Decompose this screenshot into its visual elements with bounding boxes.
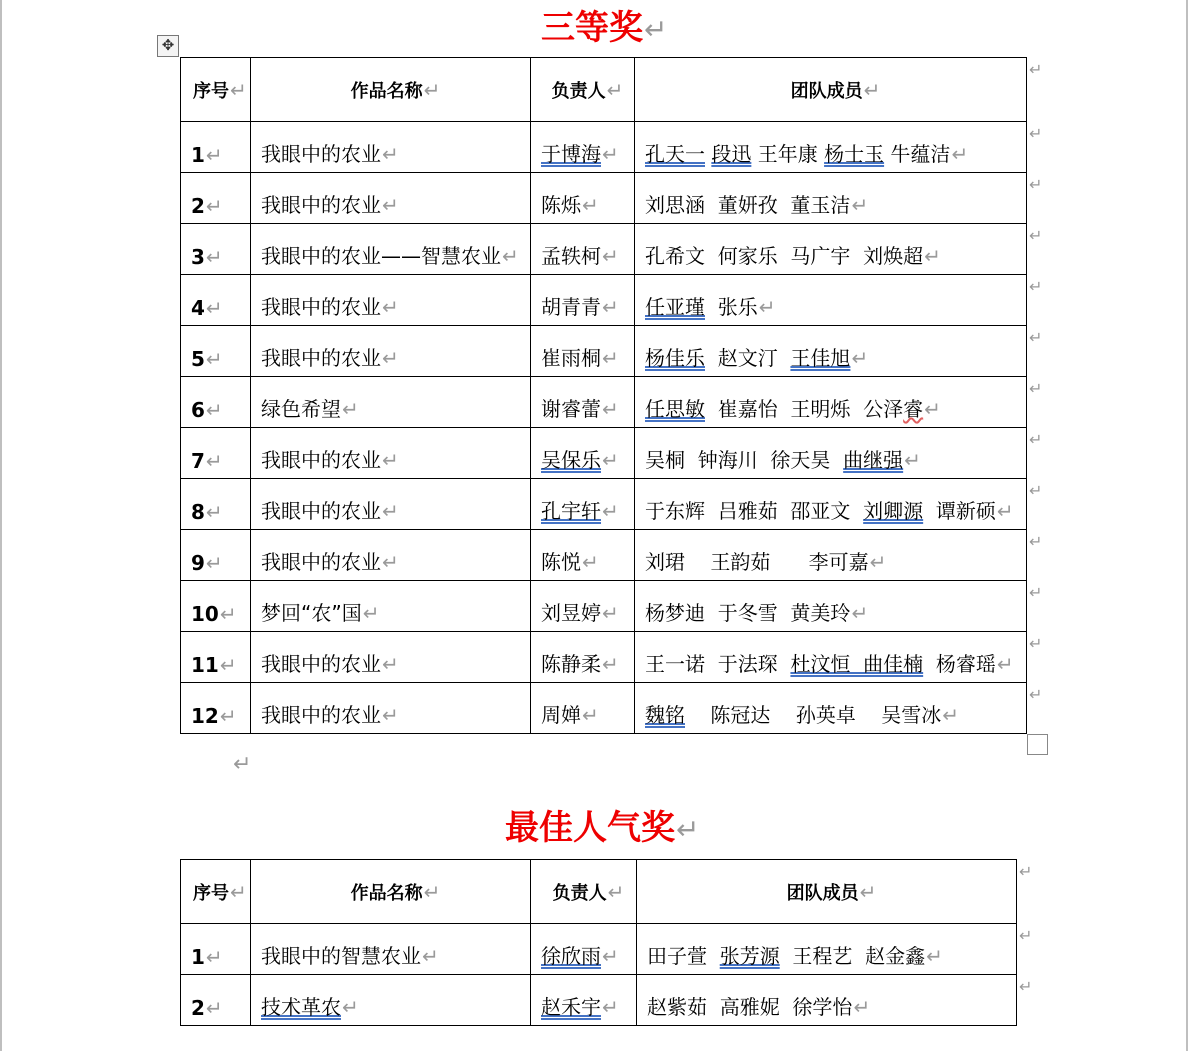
paragraph-mark: ↵ — [951, 142, 969, 166]
row-number-cell — [181, 581, 251, 632]
member-name: 牛蕴洁 — [884, 142, 951, 166]
paragraph-mark: ↵ — [205, 194, 223, 218]
work-title: 我眼中的农业 — [261, 448, 381, 472]
paragraph-mark: ↵ — [382, 703, 399, 727]
row-number-cell — [181, 122, 251, 173]
row-end-mark: ↵ — [1029, 480, 1043, 500]
third-prize-table — [180, 57, 1027, 734]
table-row — [181, 479, 1027, 530]
paragraph-mark: ↵ — [863, 77, 881, 102]
row-end-mark: ↵ — [1029, 531, 1043, 551]
paragraph-mark: ↵ — [853, 995, 871, 1019]
table-row — [181, 683, 1027, 734]
paragraph-mark: ↵ — [924, 244, 941, 268]
header-cell — [531, 860, 637, 924]
member-name: 杨佳乐 — [645, 346, 705, 370]
row-end-mark: ↵ — [1029, 59, 1043, 79]
paragraph-mark: ↵ — [205, 945, 223, 969]
paragraph-mark: ↵ — [602, 448, 619, 472]
third-prize-title: 三等奖↵ — [541, 8, 668, 48]
table-header-row — [181, 58, 1027, 122]
paragraph-mark: ↵ — [219, 704, 237, 728]
work-title: 我眼中的农业 — [261, 703, 381, 727]
paragraph-mark: ↵ — [205, 551, 223, 575]
popularity-prize-title: 最佳人气奖↵ — [505, 808, 700, 848]
member-name: 于东辉 吕雅茹 邵亚文 — [645, 499, 864, 523]
member-name: 杨梦迪 于冬雪 黄美玲 — [645, 601, 851, 625]
row-number: 9 — [191, 551, 205, 575]
member-name: 王一诺 于法琛 — [645, 652, 791, 676]
members-cell — [635, 428, 1027, 479]
paragraph-mark: ↵ — [602, 244, 619, 268]
row-end-mark: ↵ — [1029, 633, 1043, 653]
work-title-cell — [251, 224, 531, 275]
member-name: 赵紫茹 高雅妮 徐学怡 — [647, 995, 853, 1019]
members-cell — [635, 683, 1027, 734]
members-cell — [635, 173, 1027, 224]
paragraph-mark: ↵ — [205, 296, 223, 320]
table-row — [181, 224, 1027, 275]
row-number: 12 — [191, 704, 219, 728]
leader-name: 徐欣雨 — [541, 944, 601, 968]
member-name: 段迅 — [711, 142, 752, 166]
table-row — [181, 173, 1027, 224]
work-title: 我眼中的农业 — [261, 499, 381, 523]
work-title: 我眼中的农业 — [261, 346, 381, 370]
members-cell — [635, 581, 1027, 632]
work-title-cell — [251, 275, 531, 326]
member-name: 曲继强 — [843, 448, 904, 472]
header-label: 作品名称 — [350, 882, 423, 904]
work-title: 我眼中的农业 — [261, 295, 381, 319]
header-label: 序号 — [193, 882, 229, 904]
leader-name: 周婵 — [541, 703, 581, 727]
table-row — [181, 122, 1027, 173]
row-number-cell — [181, 530, 251, 581]
members-cell — [635, 632, 1027, 683]
row-end-mark: ↵ — [1029, 174, 1043, 194]
paragraph-mark: ↵ — [423, 879, 441, 904]
paragraph-mark: ↵ — [602, 652, 619, 676]
header-label: 序号 — [193, 80, 229, 102]
leader-name: 刘昱婷 — [541, 601, 601, 625]
row-number: 8 — [191, 500, 205, 524]
table-row — [181, 632, 1027, 683]
paragraph-mark: ↵ — [382, 448, 399, 472]
leader-name: 赵禾宇 — [541, 995, 601, 1019]
member-name: 田子萱 — [647, 944, 720, 968]
members-cell — [635, 224, 1027, 275]
work-title-cell — [251, 377, 531, 428]
row-number: 7 — [191, 449, 205, 473]
row-number: 2 — [191, 194, 205, 218]
paragraph-mark: ↵ — [924, 397, 941, 421]
header-label: 作品名称 — [350, 80, 423, 102]
leader-cell — [531, 924, 637, 975]
paragraph-mark: ↵ — [996, 499, 1014, 523]
header-cell — [181, 58, 251, 122]
row-end-mark: ↵ — [1029, 327, 1043, 347]
work-title: 我眼中的智慧农业 — [261, 944, 421, 968]
paragraph-mark: ↵ — [342, 995, 359, 1019]
paragraph-mark: ↵ — [362, 601, 380, 625]
row-number-cell — [181, 975, 251, 1026]
work-title-cell — [251, 975, 531, 1026]
work-title: 技术革农 — [261, 995, 341, 1019]
member-name: 赵文汀 — [705, 346, 791, 370]
leader-cell — [531, 479, 635, 530]
member-name: 谭新硕 — [923, 499, 996, 523]
members-cell — [637, 924, 1017, 975]
paragraph-mark: ↵ — [926, 944, 943, 968]
work-title: 我眼中的农业 — [261, 142, 381, 166]
paragraph-mark: ↵ — [205, 996, 223, 1020]
leader-cell — [531, 377, 635, 428]
header-label: 负责人 — [551, 80, 606, 102]
member-name: 睿 — [903, 397, 924, 421]
leader-name: 陈悦 — [541, 550, 581, 574]
row-number-cell — [181, 275, 251, 326]
members-cell — [635, 377, 1027, 428]
table-row — [181, 428, 1027, 479]
leader-cell — [531, 683, 635, 734]
leader-name: 孟轶柯 — [541, 244, 601, 268]
members-cell — [635, 122, 1027, 173]
row-end-mark: ↵ — [1029, 123, 1043, 143]
paragraph-mark: ↵ — [602, 499, 619, 523]
table-move-handle-icon[interactable]: ✥ — [157, 35, 179, 57]
paragraph-mark: ↵ — [342, 397, 359, 421]
paragraph-mark: ↵ — [582, 703, 599, 727]
work-title: 我眼中的农业 — [261, 550, 381, 574]
member-name: 孔希文 何家乐 马广宇 刘焕超 — [645, 244, 924, 268]
paragraph-mark: ↵ — [205, 449, 223, 473]
table-row — [181, 377, 1027, 428]
paragraph-mark: ↵ — [582, 193, 599, 217]
members-cell — [635, 479, 1027, 530]
paragraph-mark: ↵ — [942, 703, 960, 727]
row-number-cell — [181, 632, 251, 683]
row-number: 1 — [191, 143, 205, 167]
work-title: 我眼中的农业 — [261, 652, 381, 676]
row-end-mark: ↵ — [1029, 276, 1043, 296]
members-cell — [637, 975, 1017, 1026]
member-name: 王佳旭 — [790, 346, 851, 370]
header-cell — [531, 58, 635, 122]
member-name: 刘思涵 董妍孜 董玉洁 — [645, 193, 851, 217]
leader-name: 吴保乐 — [541, 448, 601, 472]
row-number: 3 — [191, 245, 205, 269]
paragraph-mark: ↵ — [859, 879, 877, 904]
leader-name: 崔雨桐 — [541, 346, 601, 370]
paragraph-mark: ↵ — [205, 500, 223, 524]
member-name: 杨睿瑶 — [923, 652, 996, 676]
members-cell — [635, 326, 1027, 377]
paragraph-mark: ↵ — [230, 879, 247, 904]
row-end-mark: ↵ — [1029, 378, 1043, 398]
row-number: 6 — [191, 398, 205, 422]
table-row — [181, 581, 1027, 632]
paragraph-mark: ↵ — [602, 601, 619, 625]
table-row — [181, 530, 1027, 581]
work-title-cell — [251, 479, 531, 530]
member-name: 杜汶恒 曲佳楠 — [790, 652, 924, 676]
leader-cell — [531, 275, 635, 326]
table-header-row — [181, 860, 1017, 924]
leader-cell — [531, 632, 635, 683]
work-title-cell — [251, 428, 531, 479]
leader-cell — [531, 428, 635, 479]
work-title-cell — [251, 581, 531, 632]
paragraph-mark: ↵ — [607, 879, 625, 904]
paragraph-mark: ↵ — [219, 602, 237, 626]
paragraph-mark: ↵ — [582, 550, 599, 574]
member-name: 张乐 — [705, 295, 758, 319]
paragraph-mark: ↵ — [382, 295, 399, 319]
member-name: 魏铭 — [645, 703, 685, 727]
row-end-mark: ↵ — [1029, 582, 1043, 602]
work-title-cell — [251, 632, 531, 683]
table-row — [181, 975, 1017, 1026]
row-number: 5 — [191, 347, 205, 371]
paragraph-mark: ↵ — [996, 652, 1014, 676]
leader-name: 陈静柔 — [541, 652, 601, 676]
paragraph-mark: ↵ — [602, 397, 619, 421]
work-title: 绿色希望 — [261, 397, 341, 421]
leader-cell — [531, 581, 635, 632]
member-name: 崔嘉怡 王明烁 公泽 — [705, 397, 904, 421]
row-end-mark: ↵ — [1029, 429, 1043, 449]
leader-cell — [531, 122, 635, 173]
paragraph-mark: ↵ — [758, 295, 776, 319]
table-row — [181, 275, 1027, 326]
paragraph-mark: ↵ — [602, 346, 619, 370]
members-cell — [635, 530, 1027, 581]
paragraph-mark: ↵ — [205, 143, 223, 167]
paragraph-mark: ↵ — [205, 398, 223, 422]
paragraph-mark: ↵ — [219, 653, 237, 677]
paragraph-mark: ↵ — [851, 193, 869, 217]
leader-name: 胡青青 — [541, 295, 601, 319]
member-name: 孔天一 — [645, 142, 705, 166]
row-number-cell — [181, 924, 251, 975]
row-number-cell — [181, 224, 251, 275]
row-number: 1 — [191, 945, 205, 969]
row-number-cell — [181, 173, 251, 224]
leader-name: 于博海 — [541, 142, 601, 166]
row-number: 10 — [191, 602, 219, 626]
paragraph-mark: ↵ — [869, 550, 887, 574]
paragraph-mark: ↵ — [602, 944, 619, 968]
paragraph-mark: ↵ — [502, 244, 519, 268]
members-cell — [635, 275, 1027, 326]
leader-name: 谢睿蕾 — [541, 397, 601, 421]
work-title-cell — [251, 173, 531, 224]
leader-cell — [531, 530, 635, 581]
header-label: 负责人 — [552, 882, 607, 904]
work-title-cell — [251, 683, 531, 734]
paragraph-mark: ↵ — [851, 346, 869, 370]
work-title-cell — [251, 924, 531, 975]
table-row — [181, 326, 1027, 377]
leader-cell — [531, 326, 635, 377]
header-cell — [251, 860, 531, 924]
work-title: 我眼中的农业——智慧农业 — [261, 244, 501, 268]
paragraph-mark: ↵ — [382, 652, 399, 676]
member-name: 张芳源 — [719, 944, 780, 968]
paragraph-mark: ↵ — [602, 142, 619, 166]
header-cell — [181, 860, 251, 924]
paragraph-mark: ↵ — [851, 601, 869, 625]
header-cell — [251, 58, 531, 122]
row-number-cell — [181, 326, 251, 377]
leader-cell — [531, 975, 637, 1026]
member-name: 任亚瑾 — [645, 295, 705, 319]
work-title: 我眼中的农业 — [261, 193, 381, 217]
leader-name: 孔宇轩 — [541, 499, 601, 523]
member-name: 王程艺 赵金鑫 — [779, 944, 926, 968]
paragraph-mark: ↵ — [205, 245, 223, 269]
header-label: 团队成员 — [790, 80, 863, 102]
row-number: 11 — [191, 653, 219, 677]
paragraph-mark: ↵ — [602, 295, 619, 319]
row-end-mark: ↵ — [1019, 861, 1033, 881]
paragraph-mark: ↵ — [606, 77, 624, 102]
header-cell — [637, 860, 1017, 924]
row-end-mark: ↵ — [1019, 925, 1033, 945]
row-number-cell — [181, 683, 251, 734]
member-name: 任思敏 — [645, 397, 705, 421]
row-number-cell — [181, 479, 251, 530]
member-name: 刘珺 王韵茹 李可嘉 — [645, 550, 869, 574]
paragraph-mark: ↵ — [382, 346, 399, 370]
work-title: 梦回“农”国 — [261, 601, 362, 625]
paragraph-mark: ↵ — [230, 77, 247, 102]
paragraph-mark: ↵ — [382, 550, 399, 574]
paragraph-mark: ↵ — [205, 347, 223, 371]
leader-name: 陈烁 — [541, 193, 581, 217]
row-number-cell — [181, 428, 251, 479]
header-cell — [635, 58, 1027, 122]
page-left-edge — [0, 0, 2, 1051]
member-name: 王年康 — [751, 142, 825, 166]
work-title-cell — [251, 326, 531, 377]
header-label: 团队成员 — [786, 882, 859, 904]
work-title-cell — [251, 122, 531, 173]
paragraph-mark: ↵ — [382, 142, 399, 166]
paragraph-mark: ↵ — [382, 499, 399, 523]
leader-cell — [531, 224, 635, 275]
row-number: 4 — [191, 296, 205, 320]
table-row — [181, 924, 1017, 975]
row-number-cell — [181, 377, 251, 428]
paragraph-mark: ↵ — [602, 995, 619, 1019]
paragraph-mark: ↵ — [423, 77, 441, 102]
leader-cell — [531, 173, 635, 224]
paragraph-mark: ↵ — [904, 448, 921, 472]
row-end-mark: ↵ — [1019, 976, 1033, 996]
paragraph-mark: ↵ — [422, 944, 439, 968]
paragraph-mark: ↵ — [382, 193, 399, 217]
empty-paragraph-mark: ↵ — [233, 752, 252, 777]
table-resize-handle[interactable] — [1027, 734, 1048, 755]
row-end-mark: ↵ — [1029, 684, 1043, 704]
member-name: 陈冠达 孙英卓 吴雪冰 — [685, 703, 942, 727]
member-name: 杨士玉 — [824, 142, 885, 166]
row-number: 2 — [191, 996, 205, 1020]
member-name: 吴桐 钟海川 徐天昊 — [645, 448, 844, 472]
member-name: 刘卿源 — [863, 499, 924, 523]
popularity-prize-table — [180, 859, 1017, 1026]
work-title-cell — [251, 530, 531, 581]
row-end-mark: ↵ — [1029, 225, 1043, 245]
